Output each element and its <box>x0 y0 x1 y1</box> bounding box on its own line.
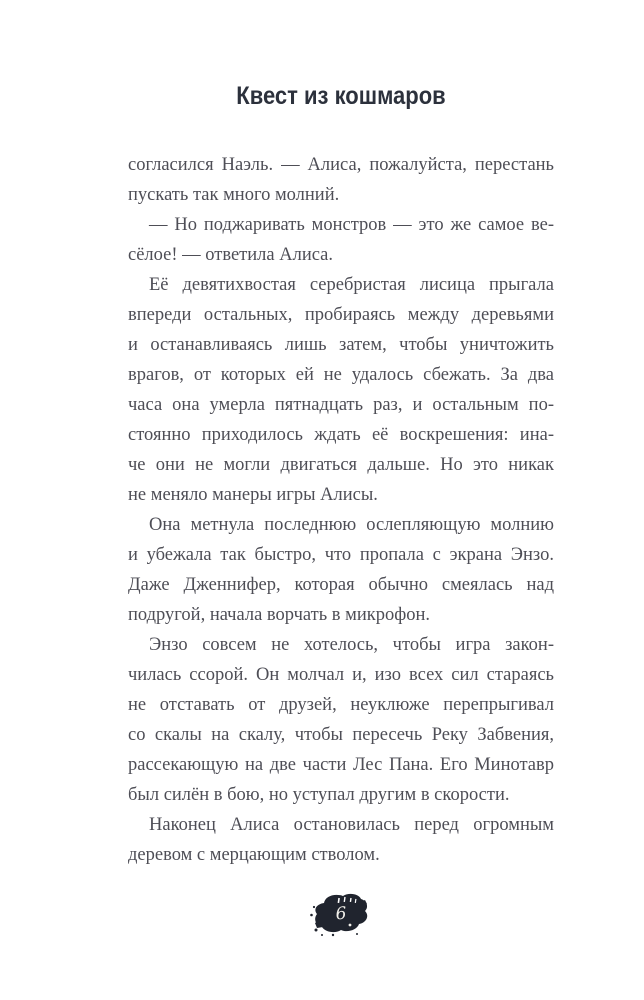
paragraph <box>128 150 554 210</box>
page-number: 6 <box>334 903 348 925</box>
text-line: подругой, начала ворчать в микрофон. <box>128 605 430 625</box>
text-line: рассекающую на две части Лес Пана. Его Минотавр <box>128 755 554 775</box>
text-line: Энзо совсем не хотелось, чтобы игра закон- <box>149 635 554 655</box>
text-line: Она метнула последнюю ослепляющую молнию <box>149 515 554 535</box>
text-line: часа она умерла пятнадцать раз, и остальным по- <box>128 395 554 415</box>
text-line: не отставать от друзей, неуклюже перепрыгивал <box>128 695 554 715</box>
text-line: Наконец Алиса остановилась перед огромным <box>149 815 554 835</box>
text-line: деревом с мерцающим стволом. <box>128 845 380 865</box>
text-line: был силён в бою, но уступал другим в скорости. <box>128 785 510 805</box>
text-line: стоянно приходилось ждать её воскрешения: ина- <box>128 425 554 445</box>
text-line: чилась ссорой. Он молчал и, изо всех сил стараясь <box>128 665 554 685</box>
text-line: врагов, от которых ей не удалось сбежать. За два <box>128 365 554 385</box>
text-line: сёлое! — ответила Алиса. <box>128 245 333 265</box>
text-line: и убежала так быстро, что пропала с экрана Энзо. <box>128 545 554 565</box>
text-line: пускать так много молний. <box>128 185 340 205</box>
paragraph <box>128 810 554 870</box>
text-line: со скалы на скалу, чтобы пересечь Реку Забвения, <box>128 725 554 745</box>
text-line: Её девятихвостая серебристая лисица прыгала <box>149 275 554 295</box>
paragraph <box>128 630 554 810</box>
paragraph <box>128 270 554 510</box>
text-line: впереди остальных, пробираясь между деревьями <box>128 305 554 325</box>
text-line: согласился Наэль. — Алиса, пожалуйста, перестань <box>128 155 554 175</box>
text-line: и останавливаясь лишь затем, чтобы уничтожить <box>128 335 554 355</box>
paragraph <box>128 510 554 630</box>
text-line: че они не могли двигаться дальше. Но это никак <box>128 455 554 475</box>
body-text <box>128 150 554 870</box>
paragraph <box>128 210 554 270</box>
text-line: — Но поджаривать монстров — это же самое ве- <box>149 215 554 235</box>
running-title: Квест из кошмаров <box>236 82 446 110</box>
text-line: Даже Дженнифер, которая обычно смеялась над <box>128 575 554 595</box>
page-number-blot <box>308 890 374 940</box>
text-line: не меняло манеры игры Алисы. <box>128 485 378 505</box>
